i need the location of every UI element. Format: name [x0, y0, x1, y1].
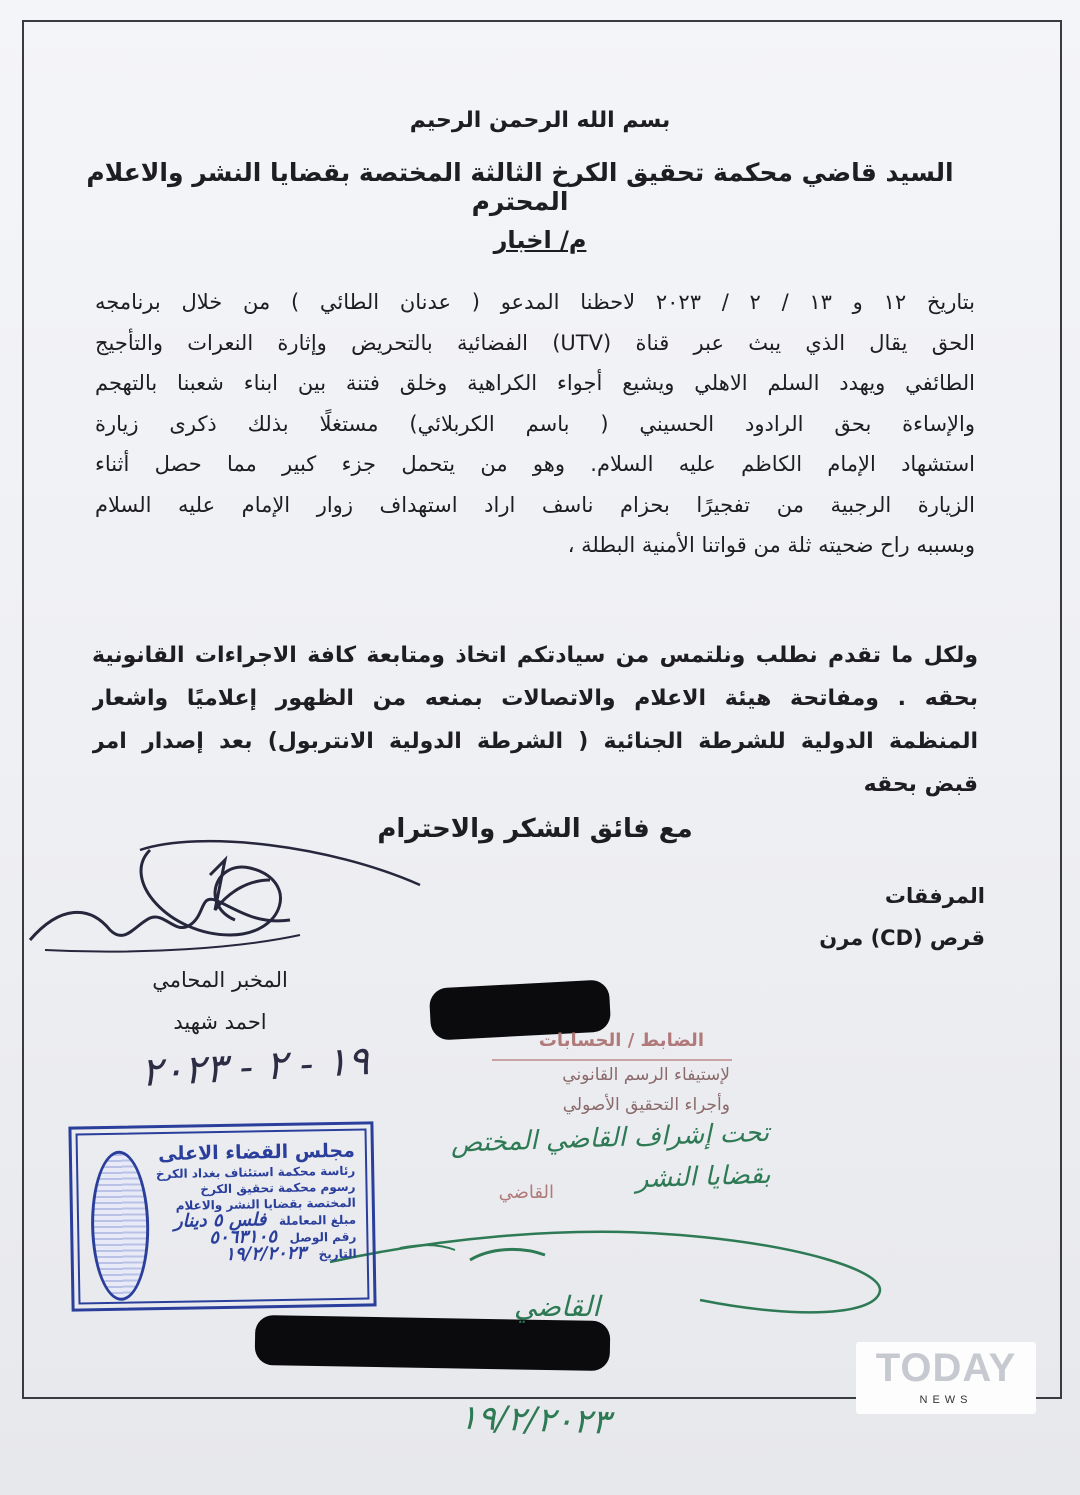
attachments-label: المرفقات	[884, 884, 985, 908]
fee-date-row	[137, 1242, 357, 1266]
fee-stamp-title: مجلس القضاء الاعلى	[157, 1139, 356, 1166]
attachments-item: قرص (CD) مرن	[819, 926, 985, 950]
request-line: بحقه . ومفاتحة هيئة الاعلام والاتصالات بمنعه من الظهور إعلاميًا واشعار	[92, 686, 978, 711]
fee-date-label: التاريخ	[318, 1246, 357, 1262]
subject-line: م/ اخبار	[493, 226, 587, 254]
fee-receipt-label: رقم الوصل	[289, 1229, 357, 1245]
fee-stamp-line: المختصة بقضايا النشر والاعلام	[175, 1195, 356, 1213]
handwritten-note-line: تحت إشراف القاضي المختص	[450, 1117, 770, 1159]
informant-role: المخبر المحامي	[152, 968, 288, 992]
watermark-sub-text: NEWS	[919, 1394, 973, 1406]
body-line: الحق يقال الذي يبث عبر قناة (UTV) الفضائية بالتحريض وإثارة النعرات والتأجيج	[95, 330, 975, 355]
handwritten-bottom-date: ١٩/٢/٢٠٢٣	[458, 1397, 611, 1443]
fee-stamp-line: رئاسة محكمة استئناف بغداد الكرخ	[155, 1163, 356, 1182]
addressee-line: السيد قاضي محكمة تحقيق الكرخ الثالثة المختصة بقضايا النشر والاعلام المحترم	[86, 158, 954, 216]
court-fee-stamp	[68, 1121, 376, 1311]
body-line: وبسببه راح ضحيته ثلة من قواتنا الأمنية البطلة ،	[567, 533, 975, 557]
basmala-heading: بسم الله الرحمن الرحيم	[409, 108, 671, 133]
fee-stamp-line: رسوم محكمة تحقيق الكرخ	[200, 1179, 356, 1197]
fee-receipt-value: ٥٠٦٣١٠٥	[209, 1226, 278, 1249]
today-news-watermark	[856, 1342, 1036, 1414]
judge-label-small: القاضي	[498, 1182, 554, 1203]
body-line: الطائفي ويهدد السلم الاهلي ويشيع أجواء الكراهية وخلق فتنة بين ابناء شعبنا بالتهجم	[95, 371, 975, 395]
fee-amount-label: مبلغ المعاملة	[278, 1212, 357, 1229]
closing-line: مع فائق الشكر والاحترام	[377, 814, 693, 844]
judge-title-handwritten: القاضي	[513, 1290, 600, 1323]
body-line: استشهاد الإمام الكاظم عليه السلام. وهو من يتحمل جزء كبير مما حصل أثناء	[95, 452, 975, 476]
fee-amount-value: فلس ٥ دينار	[173, 1209, 267, 1232]
informant-name: احمد شهيد	[173, 1010, 267, 1034]
fee-stamp-text	[135, 1139, 357, 1266]
body-line: والإساءة بحق الرادود الحسيني ( باسم الكربلائي) مستغلًا بذلك ذكرى زيارة	[95, 411, 975, 436]
clerk-stamp-title: الضابط / الحسابات	[538, 1030, 704, 1051]
request-line: قبض بحقه	[863, 772, 978, 797]
request-line: المنظمة الدولية للشرطة الجنائية ( الشرطة الدولية الانتربول) بعد إصدار امر	[92, 729, 978, 754]
watermark-logo-text: TODAY	[875, 1346, 1017, 1390]
clerk-stamp-line: لإستيفاء الرسم القانوني	[562, 1065, 730, 1085]
body-line: بتاريخ ١٢ و ١٣ / ٢ / ٢٠٢٣ لاحظنا المدعو ( عدنان الطائي ) من خلال برنامجه	[95, 290, 975, 314]
signature-date: ١٩ - ٢ - ٢٠٢٣	[139, 1038, 371, 1096]
handwritten-note-line: بقضايا النشر	[635, 1159, 772, 1195]
request-line: ولكل ما تقدم نطلب ونلتمس من سيادتكم اتخاذ ومتابعة كافة الاجراءات القانونية	[92, 643, 978, 668]
body-line: الزيارة الرجبية من تفجيرًا بحزام ناسف اراد استهداف زوار الإمام عليه السلام	[95, 492, 975, 517]
fee-date-value: ١٩/٢/٢٠٢٣	[225, 1242, 307, 1265]
clerk-stamp-line: وأجراء التحقيق الأصولي	[562, 1095, 730, 1115]
